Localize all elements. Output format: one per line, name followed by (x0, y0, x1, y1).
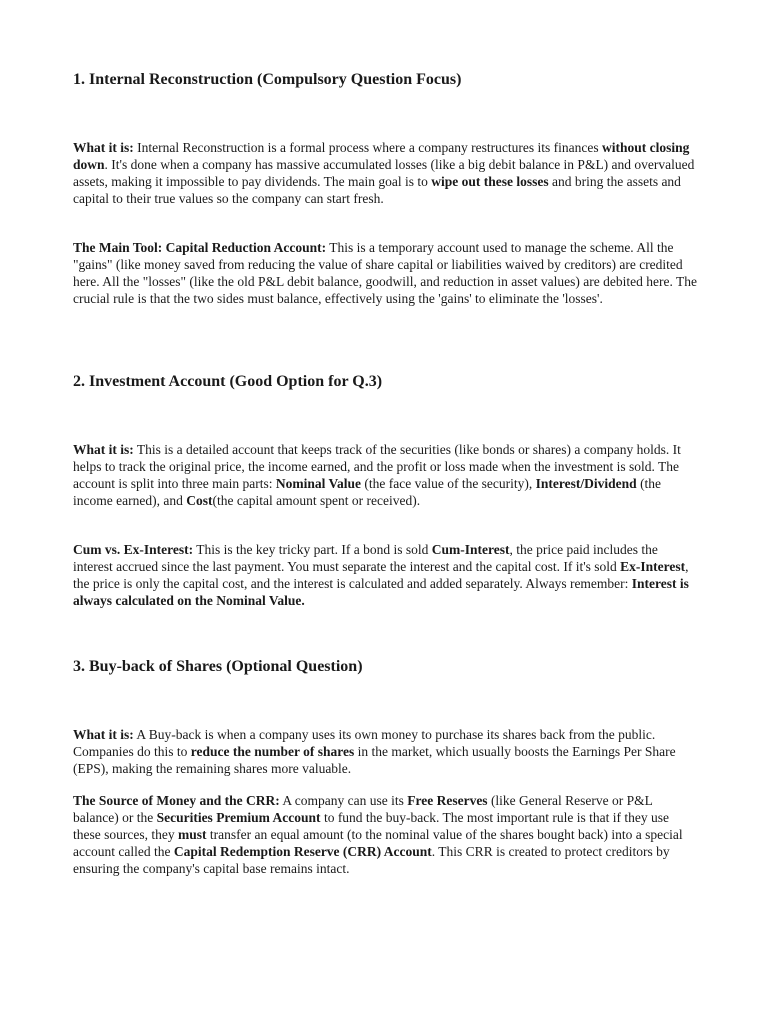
text-run: and bring the assets and capital to their true values so the company can start fresh. (73, 174, 681, 206)
text-run: . It's done when a company has massive accumulated losses (like a big debit balance in P&L) and overvalued assets, making it impossible to pay dividends. The main goal is to (73, 157, 695, 189)
text-run: A company can use its (279, 793, 408, 808)
section-3-what-it-is-paragraph (73, 726, 698, 777)
bold-run: must (177, 827, 207, 842)
lead-label: Cum vs. Ex-Interest: (73, 542, 194, 557)
text-run: (the income earned), and (73, 476, 662, 508)
bold-run: Interest is always calculated on the Nominal Value. (73, 576, 689, 608)
text-run: (the face value of the security), (361, 476, 536, 491)
section-3-heading: 3. Buy-back of Shares (Optional Question) (73, 658, 363, 675)
bold-run: Free Reserves (407, 793, 488, 808)
text-run: in the market, which usually boosts the Earnings Per Share (EPS), making the remaining shares more valuable. (73, 744, 676, 776)
text-run: This is a temporary account used to manage the scheme. All the "gains" (like money saved from reducing the value of share capital or liabilities waived by creditors) are credited here. All the "losses" (like the old P&L debit balance, goodwill, and reduction in asset values) are debited here. The crucial rule is that the two sides must balance, effectively using the 'gains' to eliminate the 'losses'. (73, 240, 697, 306)
bold-run: without closing down (73, 140, 690, 172)
bold-run: Nominal Value (275, 476, 361, 491)
bold-run: reduce the number of shares (190, 744, 355, 759)
text-run: (like General Reserve or P&L balance) or the (73, 793, 653, 825)
lead-label: The Source of Money and the CRR: (73, 793, 280, 808)
section-1-heading: 1. Internal Reconstruction (Compulsory Question Focus) (73, 71, 462, 88)
section-1-what-it-is-paragraph (73, 139, 698, 207)
text-run: This is the key tricky part. If a bond is sold (193, 542, 432, 557)
section-1-main-tool-paragraph (73, 239, 698, 307)
lead-label: What it is: (73, 140, 134, 155)
text-run: , the price paid includes the interest accrued since the last payment. You must separate the interest and the capital cost. If it's sold (73, 542, 658, 574)
text-run: to fund the buy-back. The most important rule is that if they use these sources, they (73, 810, 669, 842)
section-2-heading: 2. Investment Account (Good Option for Q.3) (73, 373, 383, 390)
bold-run: Securities Premium Account (156, 810, 321, 825)
bold-run: Capital Redemption Reserve (CRR) Account (173, 844, 432, 859)
lead-label: The Main Tool: Capital Reduction Account: (73, 240, 327, 255)
section-3-source-crr-paragraph (73, 792, 698, 877)
bold-run: wipe out these losses (431, 174, 549, 189)
text-run: transfer an equal amount (to the nominal value of the shares bought back) into a special account called the (73, 827, 683, 859)
bold-run: Interest/Dividend (535, 476, 637, 491)
text-run: A Buy-back is when a company uses its own money to purchase its shares back from the public. Companies do this to (73, 727, 656, 759)
text-run: Internal Reconstruction is a formal process where a company restructures its finances (133, 140, 602, 155)
text-run: This is a detailed account that keeps track of the securities (like bonds or shares) a company holds. It helps to track the original price, the income earned, and the profit or loss made when the investment is sold. The account is split into three main parts: (73, 442, 681, 491)
section-2-what-it-is-paragraph (73, 441, 698, 509)
bold-run: Cum-Interest (431, 542, 510, 557)
lead-label: What it is: (73, 727, 134, 742)
bold-run: Ex-Interest (620, 559, 686, 574)
text-run: (the capital amount spent or received). (212, 493, 421, 508)
text-run: . This CRR is created to protect creditors by ensuring the company's capital base remains intact. (73, 844, 670, 876)
bold-run: Cost (186, 493, 213, 508)
text-run: , the price is only the capital cost, and the interest is calculated and added separately. Always remember: (73, 559, 689, 591)
lead-label: What it is: (73, 442, 134, 457)
section-2-cum-ex-paragraph (73, 541, 698, 609)
